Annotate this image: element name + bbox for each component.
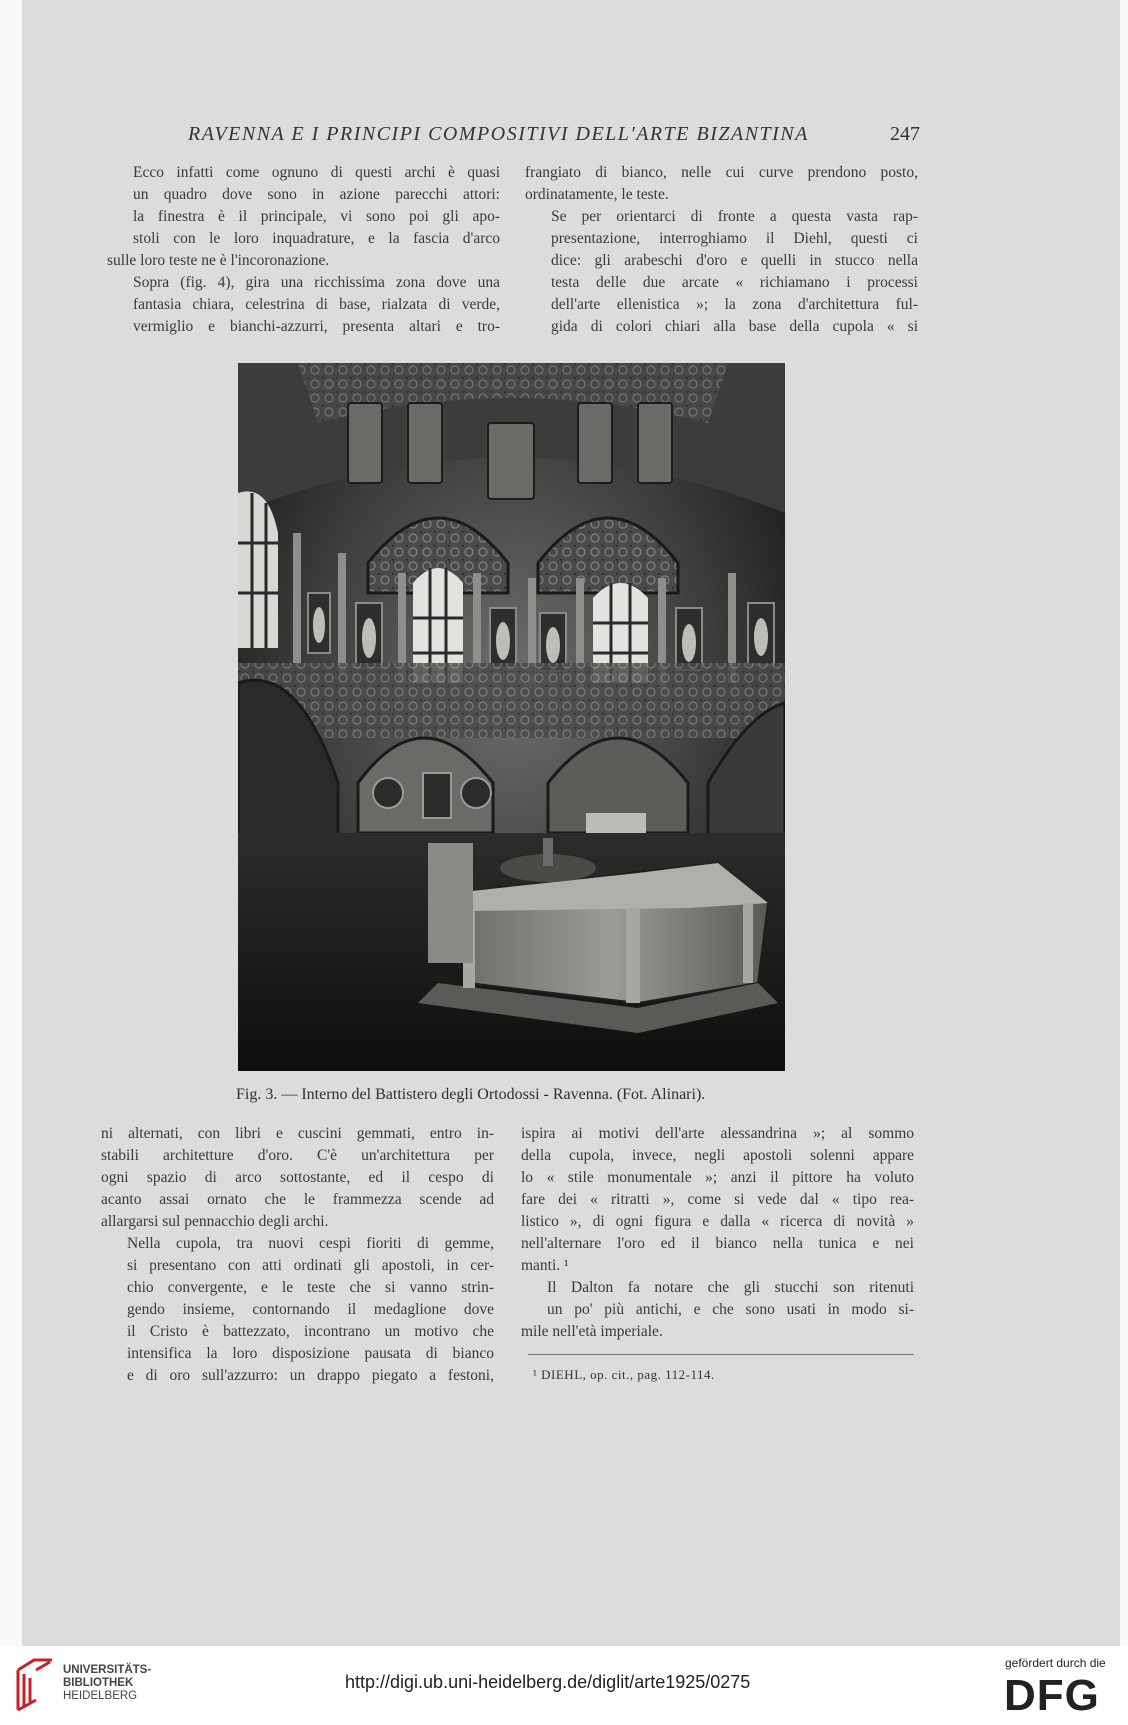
text-line: Se per orientarci di fronte a questa vasta rap- [551, 208, 918, 225]
text-line: chio convergente, e le teste che si vanno strin- [127, 1279, 494, 1296]
text-line: della cupola, invece, negli apostoli solenni appare [521, 1147, 914, 1164]
paragraph [107, 162, 500, 250]
text-line: Sopra (fig. 4), gira una ricchissima zona dove una [133, 274, 500, 291]
text-line: gida di colori chiari alla base della cupola « si [551, 318, 918, 335]
text-line: manti. ¹ [521, 1257, 569, 1274]
column-right-bottom [521, 1123, 914, 1343]
paragraph [101, 1211, 494, 1233]
text-line: dell'arte ellenistica »; la zona d'architettura ful- [551, 296, 918, 313]
library-name-line: BIBLIOTHEK [63, 1677, 134, 1689]
paragraph [521, 1255, 914, 1277]
paragraph [101, 1123, 494, 1211]
dfg-logo: DFG [1004, 1671, 1100, 1720]
paragraph [521, 1321, 914, 1343]
paragraph [525, 162, 918, 184]
page-number: 247 [890, 123, 920, 145]
text-line: intensifica la loro disposizione pausata di bianco [127, 1345, 494, 1362]
ambo-pillar [428, 843, 473, 963]
library-name-line: UNIVERSITÄTS- [63, 1664, 152, 1676]
footnote-rule [528, 1354, 914, 1355]
decorated-frieze [238, 663, 785, 738]
text-line: gendo insieme, contornando il medaglione dove [127, 1301, 494, 1318]
text-line: ordinatamente, le teste. [525, 186, 669, 203]
text-line: fantasia chiara, celestrina di base, rialzata di verde, [133, 296, 500, 313]
text-line: acanto assai ornato che le frammezza scende ad [101, 1191, 494, 1208]
paragraph [107, 250, 500, 272]
text-line: presentazione, interroghiamo il Diehl, questi ci [551, 230, 918, 247]
text-line: listico », di ogni figura e dalla « ricerca di novità » [521, 1213, 914, 1230]
column-left-bottom [101, 1123, 494, 1387]
column-left-top [107, 162, 500, 338]
library-logo-icon [14, 1656, 56, 1714]
paragraph [521, 1277, 914, 1321]
text-line: Ecco infatti come ognuno di questi archi è quasi [133, 164, 500, 181]
figure-caption: Fig. 3. — Interno del Battistero degli Ortodossi - Ravenna. (Fot. Alinari). [236, 1086, 706, 1103]
funded-by-label: gefördert durch die [1005, 1656, 1106, 1670]
paragraph [107, 272, 500, 338]
text-line: lo « stile monumentale »; anzi il pittore ha voluto [521, 1169, 914, 1186]
text-line: la finestra è il principale, vi sono poi gli apo- [133, 208, 500, 225]
text-line: un quadro dove sono in azione parecchi attori: [133, 186, 500, 203]
running-title: RAVENNA E I PRINCIPI COMPOSITIVI DELL'ARTE BIZANTINA [188, 123, 809, 145]
text-line: un po' più antichi, e che sono usati in modo si- [547, 1301, 914, 1318]
text-line: Nella cupola, tra nuovi cespi fioriti di gemme, [127, 1235, 494, 1252]
text-line: sulle loro teste ne è l'incoronazione. [107, 252, 330, 269]
font-finial [543, 838, 553, 866]
text-line: frangiato di bianco, nelle cui curve prendono posto, [525, 164, 918, 181]
paragraph [101, 1233, 494, 1387]
baptistery-photograph [238, 363, 785, 1071]
paragraph [521, 1123, 914, 1255]
text-line: vermiglio e bianchi-azzurri, presenta altari e tro- [133, 318, 500, 335]
column-right-top [525, 162, 918, 338]
text-line: testa delle due arcate « richiamano i processi [551, 274, 918, 291]
paragraph [525, 206, 918, 338]
text-line: si presentano con atti ordinati gli apostoli, in cer- [127, 1257, 494, 1274]
footnote: ¹ DIEHL, op. cit., pag. 112-114. [533, 1367, 715, 1382]
library-name-line: HEIDELBERG [63, 1690, 138, 1702]
text-line: Il Dalton fa notare che gli stucchi son ritenuti [547, 1279, 914, 1296]
text-line: e di oro sull'azzurro: un drappo piegato a festoni, [127, 1367, 494, 1384]
text-line: dice: gli arabeschi d'oro e quelli in stucco nella [551, 252, 918, 269]
text-line: fare dei « ritratti », come si vede dal « tipo rea- [521, 1191, 914, 1208]
text-line: mile nell'età imperiale. [521, 1323, 663, 1340]
text-line: allargarsi sul pennacchio degli archi. [101, 1213, 329, 1230]
text-line: il Cristo è battezzato, incontrano un motivo che [127, 1323, 494, 1340]
text-line: stabili architetture d'oro. C'è un'architettura per [101, 1147, 494, 1164]
baptistery-interior-illustration [238, 363, 785, 1071]
source-url-link[interactable]: http://digi.ub.uni-heidelberg.de/diglit/arte1925/0275 [345, 1672, 751, 1692]
text-line: ni alternati, con libri e cuscini gemmati, entro in- [101, 1125, 494, 1142]
text-line: stoli con le loro inquadrature, e la fascia d'arco [133, 230, 500, 247]
library-name [63, 1664, 151, 1703]
paragraph [525, 184, 918, 206]
text-line: ogni spazio di arco sottostante, ed il cespo di [101, 1169, 494, 1186]
window-left [238, 491, 278, 648]
text-line: ispira ai motivi dell'arte alessandrina »; al sommo [521, 1125, 914, 1142]
text-line: nell'alternare l'oro ed il bianco nella tunica e nei [521, 1235, 914, 1252]
